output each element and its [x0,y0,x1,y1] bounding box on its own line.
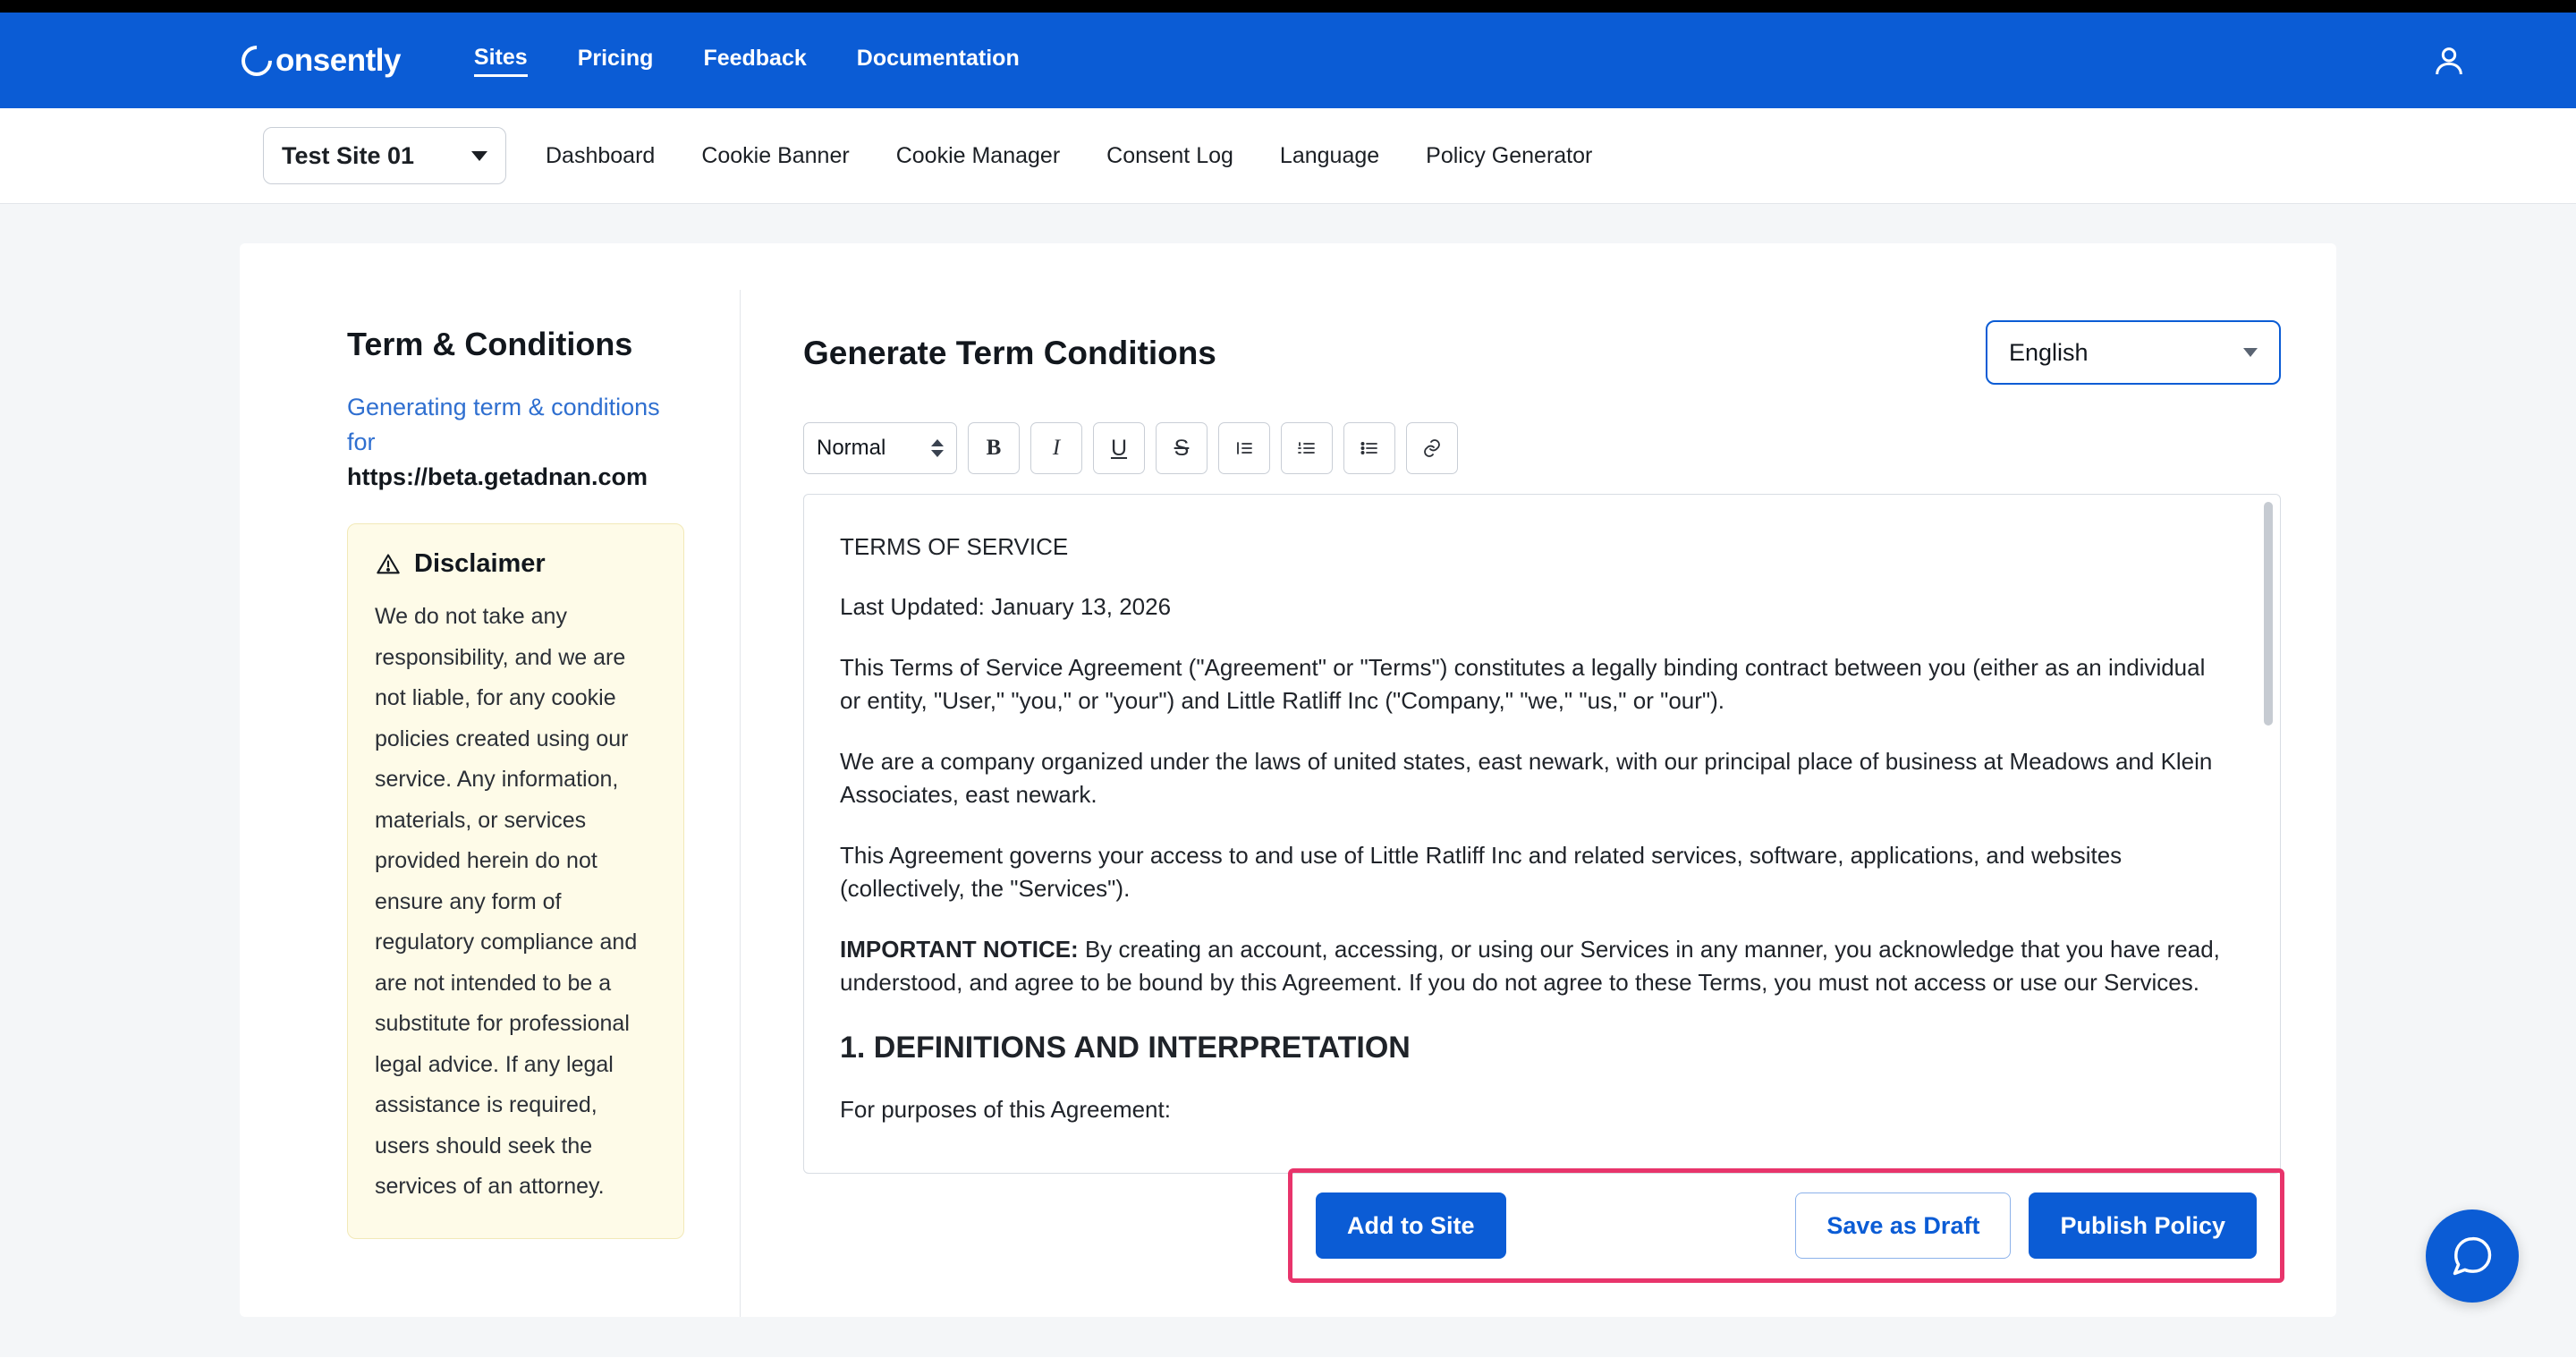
brand-label: onsently [275,42,401,78]
doc-heading: 1. DEFINITIONS AND INTERPRETATION [840,1031,1411,1065]
nav-item-feedback[interactable]: Feedback [703,46,807,71]
disclaimer-text: We do not take any responsibility, and we are not liable, for any cookie policies created using our service. Any information, materials, or services provided herein do not ensure any form of regulatory compliance and are not intended to be a substitute for professional legal advice. If any legal assistance is required, users should seek the services of an attorney. [375,604,638,1200]
action-bar-right [1795,1192,2257,1259]
editor-toolbar [803,422,2281,474]
chat-bubble-icon[interactable] [2426,1209,2519,1303]
editor-scroll-thumb[interactable] [2264,502,2273,726]
tab-consent-log[interactable]: Consent Log [1106,142,1233,168]
page-body [0,204,2576,1357]
doc-paragraph: For purposes of this Agreement: [840,1096,1171,1124]
doc-paragraph: This Terms of Service Agreement ("Agreement" or "Terms") constitutes a legally binding contract between you (either as an individual or entity, "User," "you," or "your") and Little Ratliff Inc ("Company," "we," "us," or "our"). [840,653,2206,715]
blockquote-button[interactable] [1218,422,1270,474]
underline-button[interactable]: U [1093,422,1145,474]
editor-header [803,320,2281,385]
tab-policy-generator[interactable]: Policy Generator [1426,142,1593,168]
browser-top-bar [0,0,2576,13]
site-selector-label: Test Site 01 [282,141,415,169]
link-button[interactable] [1406,422,1458,474]
brand-logo[interactable] [242,43,401,79]
chevron-down-icon [2243,348,2258,357]
doc-paragraph: TERMS OF SERVICE [840,533,1069,560]
bullet-list-button[interactable] [1343,422,1395,474]
secondary-nav-links [546,143,1592,169]
site-selector[interactable] [263,127,506,184]
primary-navbar [0,13,2576,108]
save-as-draft-button[interactable]: Save as Draft [1795,1192,2011,1259]
editor-title: Generate Term Conditions [803,335,1216,371]
doc-paragraph: We are a company organized under the laws of united states, east newark, with our principal place of business at Meadows and Klein Associates, east newark. [840,747,2213,809]
important-notice-label: IMPORTANT NOTICE: [840,935,1079,963]
target-site-url: https://beta.getadnan.com [347,463,648,491]
doc-paragraph: Last Updated: January 13, 2026 [840,593,1172,621]
block-style-select[interactable] [803,422,957,474]
disclaimer-title: Disclaimer [414,549,546,579]
ordered-list-button[interactable] [1281,422,1333,474]
italic-button[interactable]: I [1030,422,1082,474]
disclaimer-box [347,523,684,1239]
add-to-site-button[interactable]: Add to Site [1316,1192,1506,1259]
tab-cookie-banner[interactable]: Cookie Banner [701,142,850,168]
left-panel [240,290,741,1317]
page-title: Term & Conditions [347,326,633,362]
doc-paragraph-important [840,933,2232,1000]
editor-scrollbar[interactable] [2264,502,2273,1167]
nav-item-sites[interactable]: Sites [474,45,528,77]
consently-logo-icon [235,38,278,81]
action-bar [1288,1168,2284,1283]
policy-editor[interactable] [803,494,2281,1174]
tab-language[interactable]: Language [1279,142,1380,168]
editor-content[interactable] [804,495,2280,1173]
generating-subtitle: Generating term & conditions for [347,394,660,456]
language-selector-value: English [2009,338,2089,366]
primary-nav-links [474,45,1020,77]
content-card [240,243,2336,1317]
strikethrough-button[interactable]: S [1156,422,1208,474]
bold-button[interactable]: B [968,422,1020,474]
language-selector[interactable] [1986,320,2281,385]
publish-policy-button[interactable]: Publish Policy [2029,1192,2257,1259]
secondary-navbar [0,108,2576,204]
important-notice-text: By creating an account, accessing, or using our Services in any manner, you acknowledge that you have read, understood, and agree to be bound by this Agreement. If you do not agree to these Terms, you must not access or use our Services. [840,935,2220,996]
doc-paragraph: This Agreement governs your access to and use of Little Ratliff Inc and related services, software, applications, and websites (collectively, the "Services"). [840,841,2123,903]
stepper-arrows-icon [931,439,944,457]
nav-item-documentation[interactable]: Documentation [856,46,1020,71]
disclaimer-heading-row [375,549,657,579]
right-panel [741,290,2336,1317]
nav-item-pricing[interactable]: Pricing [577,46,654,71]
warning-triangle-icon [375,552,402,577]
tab-cookie-manager[interactable]: Cookie Manager [895,142,1061,168]
tab-dashboard[interactable]: Dashboard [546,142,656,168]
block-style-value: Normal [817,436,886,460]
chevron-down-icon [471,151,487,161]
user-icon[interactable] [2431,43,2467,79]
